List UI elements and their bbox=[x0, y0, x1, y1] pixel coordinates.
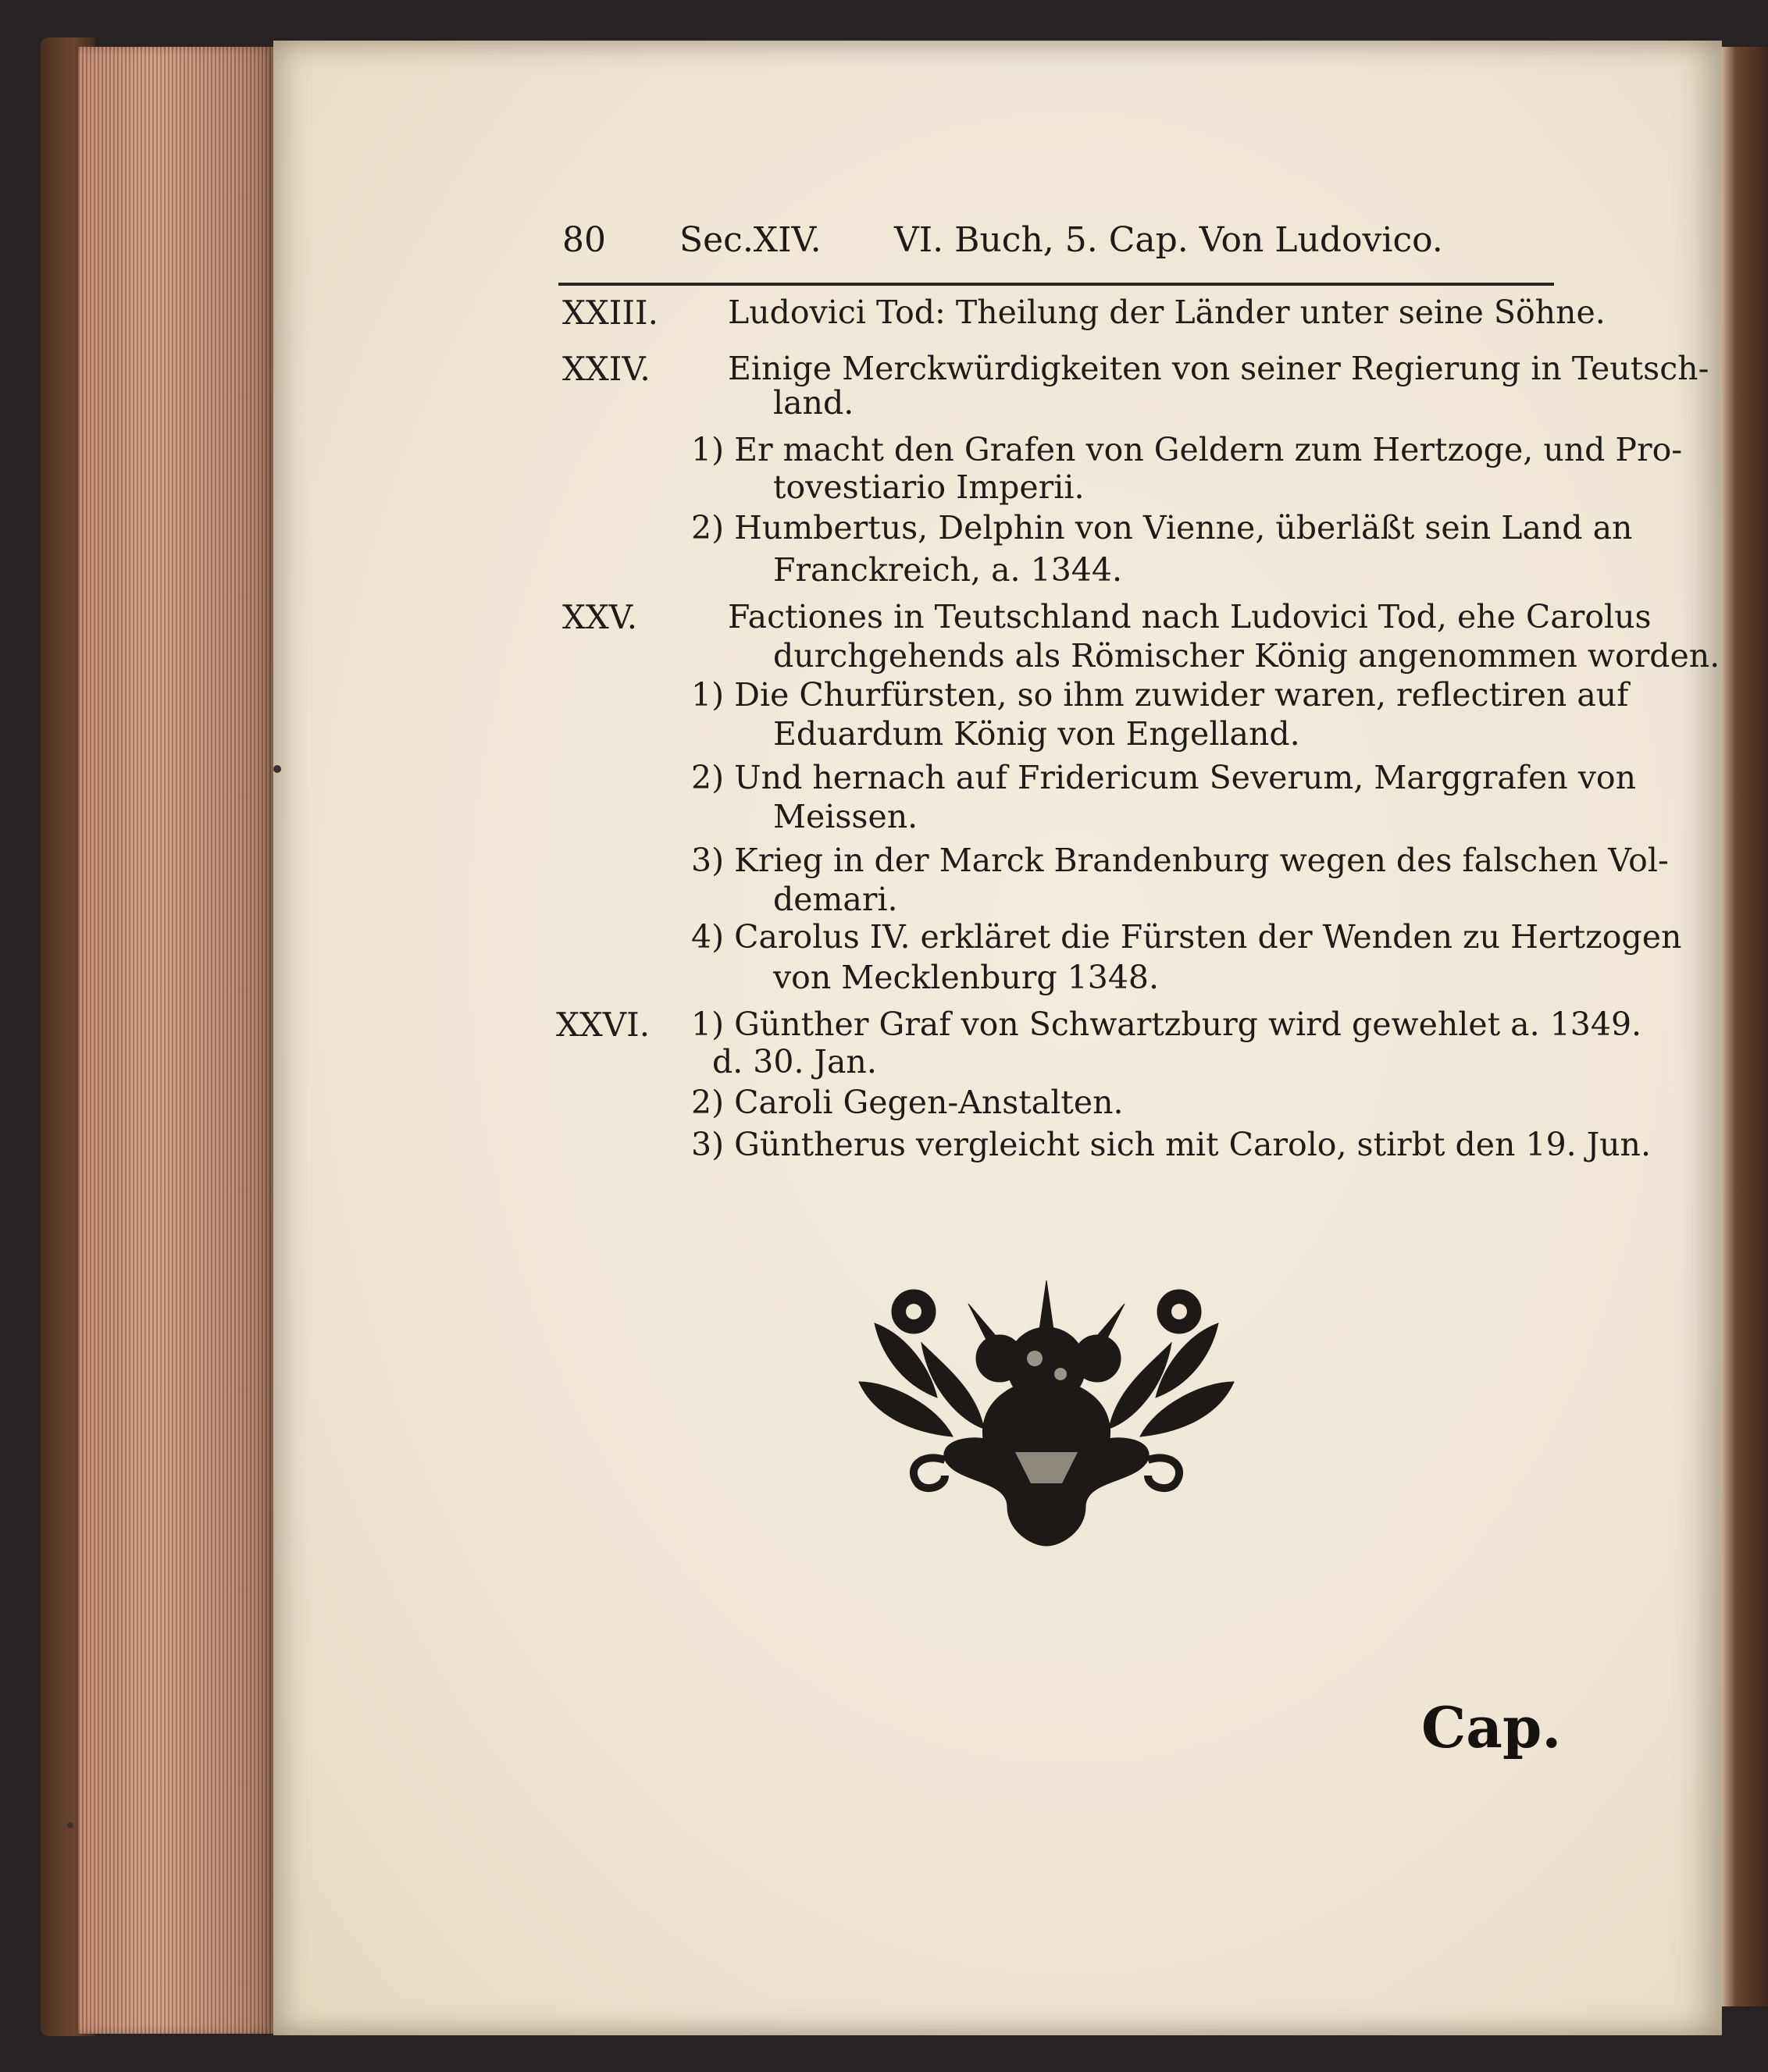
entry-numeral: XXIII. bbox=[562, 294, 658, 332]
entry-line: d. 30. Jan. bbox=[712, 1043, 877, 1081]
catchword: Cap. bbox=[1421, 1694, 1562, 1760]
entry-line: Einige Merckwürdigkeiten von seiner Regierung in Teutsch- bbox=[728, 350, 1709, 387]
entry-line: Franckreich, a. 1344. bbox=[773, 551, 1122, 589]
entry-line: 3) Güntherus vergleicht sich mit Carolo, stirbt den 19. Jun. bbox=[691, 1126, 1651, 1163]
running-header bbox=[562, 220, 1554, 267]
entry-line: 3) Krieg in der Marck Brandenburg wegen des falschen Vol- bbox=[691, 842, 1669, 879]
flower-basket-ornament bbox=[828, 1249, 1265, 1554]
entry-numeral: XXIV. bbox=[562, 350, 651, 388]
header-rule bbox=[558, 283, 1554, 286]
entry-line: 1) Er macht den Grafen von Geldern zum Hertzoge, und Pro- bbox=[691, 431, 1683, 468]
page-edges bbox=[78, 47, 273, 2034]
entry-numeral: XXVI. bbox=[556, 1006, 651, 1044]
entry-line: 1) Die Churfürsten, so ihm zuwider waren, reflectiren auf bbox=[691, 676, 1629, 714]
entry-line: 2) Und hernach auf Fridericum Severum, Marggrafen von bbox=[691, 759, 1637, 796]
chapter-title: VI. Buch, 5. Cap. Von Ludovico. bbox=[894, 220, 1443, 260]
entry-numeral: XXV. bbox=[562, 598, 638, 636]
entry-line: Factiones in Teutschland nach Ludovici Tod, ehe Carolus bbox=[728, 598, 1652, 635]
entry-line: land. bbox=[773, 384, 854, 422]
entry-line: 1) Günther Graf von Schwartzburg wird gewehlet a. 1349. bbox=[691, 1006, 1642, 1043]
entry-line: von Mecklenburg 1348. bbox=[773, 959, 1160, 996]
entry-line: Ludovici Tod: Theilung der Länder unter seine Söhne. bbox=[728, 294, 1606, 331]
entry-line: Eduardum König von Engelland. bbox=[773, 715, 1300, 753]
entry-line: 2) Humbertus, Delphin von Vienne, überläßt sein Land an bbox=[691, 509, 1633, 546]
entry-line: Meissen. bbox=[773, 798, 918, 835]
book-cover-right bbox=[1722, 47, 1768, 2006]
entry-line: 2) Caroli Gegen-Anstalten. bbox=[691, 1084, 1124, 1121]
entry-line: durchgehends als Römischer König angenommen worden. bbox=[773, 637, 1720, 675]
ink-speck bbox=[67, 1822, 73, 1828]
entry-line: 4) Carolus IV. erkläret die Fürsten der Wenden zu Hertzogen bbox=[691, 918, 1682, 956]
ink-speck bbox=[273, 765, 281, 773]
entry-line: demari. bbox=[773, 881, 898, 918]
entry-line: tovestiario Imperii. bbox=[773, 468, 1085, 506]
section-label: Sec.XIV. bbox=[679, 220, 822, 260]
page-number: 80 bbox=[562, 220, 606, 260]
